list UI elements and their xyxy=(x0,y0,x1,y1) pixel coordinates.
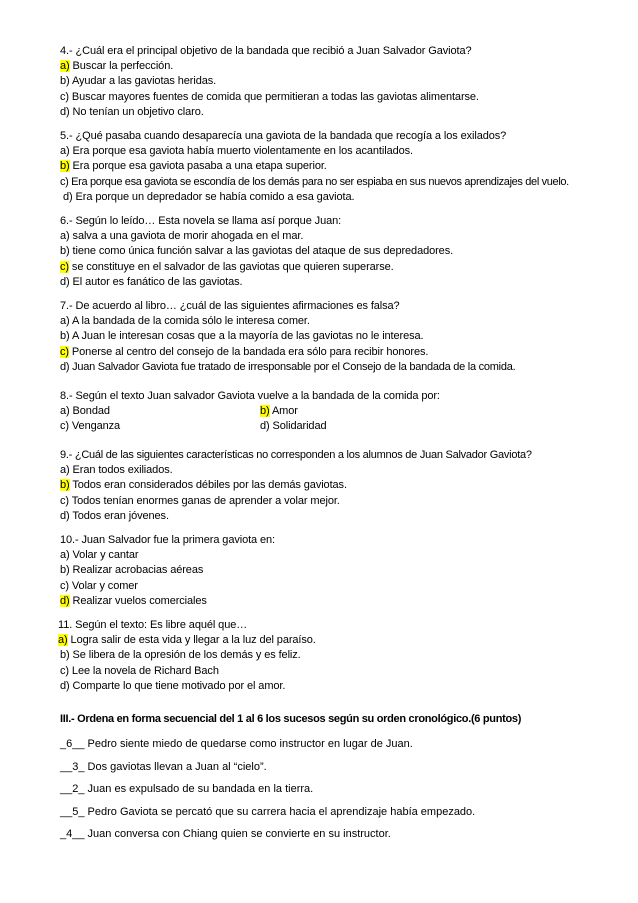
order-item: __3_ Dos gaviotas llevan a Juan al “cielo”. xyxy=(60,760,267,773)
order-item: __2_ Juan es expulsado de su bandada en la tierra. xyxy=(60,783,314,796)
q6-option-a: a) salva a una gaviota de morir ahogada en el mar. xyxy=(60,230,304,243)
selected-answer-marker: d) xyxy=(60,594,70,607)
q8-option-b: b) Amor xyxy=(260,405,298,418)
question-4 xyxy=(60,44,600,120)
order-blank: __5_ xyxy=(60,805,85,818)
question-6 xyxy=(60,214,600,290)
q10-option-c: c) Volar y comer xyxy=(60,579,138,592)
question-9-text: 9.- ¿Cuál de las siguientes características no corresponden a los alumnos de Juan Salvador Gaviota? xyxy=(60,449,532,461)
order-blank: __2_ xyxy=(60,783,85,796)
q7-option-b: b) A Juan le interesan cosas que a la mayoría de las gaviotas no le interesa. xyxy=(60,330,424,343)
selected-answer-marker: b) xyxy=(260,405,270,418)
q9-option-a: a) Eran todos exiliados. xyxy=(60,464,173,477)
q5-option-a: a) Era porque esa gaviota había muerto violentamente en los acantilados. xyxy=(60,145,413,158)
q10-option-d: d) Realizar vuelos comerciales xyxy=(60,594,207,607)
question-5 xyxy=(60,129,600,205)
order-item: __5_ Pedro Gaviota se percató que su carrera hacia el aprendizaje había empezado. xyxy=(60,805,476,818)
q5-option-d: d) Era porque un depredador se había comido a esa gaviota. xyxy=(63,190,355,203)
question-6-text: 6.- Según lo leído… Esta novela se llama así porque Juan: xyxy=(60,215,342,227)
q8-option-d: d) Solidaridad xyxy=(260,420,327,433)
question-9 xyxy=(60,448,600,524)
selected-answer-marker: a) xyxy=(60,60,70,73)
question-8-text: 8.- Según el texto Juan salvador Gaviota vuelve a la bandada de la comida por: xyxy=(60,390,440,402)
question-5-text: 5.- ¿Qué pasaba cuando desaparecía una gaviota de la bandada que recogía a los exilados? xyxy=(60,130,507,142)
q9-option-b: b) Todos eran considerados débiles por las demás gaviotas. xyxy=(60,479,347,492)
q11-option-b: b) Se libera de la opresión de los demás y es feliz. xyxy=(60,649,301,662)
question-7 xyxy=(60,299,600,375)
question-8 xyxy=(60,389,600,435)
q5-option-c: c) Era porque esa gaviota se escondía de los demás para no ser espiaba en sus nuevos aprendizajes del vuelo. xyxy=(60,175,569,188)
q10-option-a: a) Volar y cantar xyxy=(60,549,139,562)
question-4-text: 4.- ¿Cuál era el principal objetivo de la bandada que recibió a Juan Salvador Gaviota? xyxy=(60,45,472,57)
order-item: _4__ Juan conversa con Chiang quien se convierte en su instructor. xyxy=(60,828,391,841)
q7-option-d: d) Juan Salvador Gaviota fue tratado de irresponsable por el Consejo de la bandada de la comida. xyxy=(60,360,516,373)
q4-option-c: c) Buscar mayores fuentes de comida que permitieran a todas las gaviotas alimentarse. xyxy=(60,90,479,103)
selected-answer-marker: c) xyxy=(60,260,69,273)
q4-option-b: b) Ayudar a las gaviotas heridas. xyxy=(60,75,217,88)
selected-answer-marker: b) xyxy=(60,479,70,492)
q11-option-c: c) Lee la novela de Richard Bach xyxy=(60,664,219,677)
order-blank: _6__ xyxy=(60,738,85,751)
order-item: _6__ Pedro siente miedo de quedarse como instructor en lugar de Juan. xyxy=(60,738,413,751)
section-3-title: III.- Ordena en forma secuencial del 1 al 6 los sucesos según su orden cronológico.(6 puntos) xyxy=(60,713,522,725)
question-7-text: 7.- De acuerdo al libro… ¿cuál de las siguientes afirmaciones es falsa? xyxy=(60,300,400,312)
q7-option-c: c) Ponerse al centro del consejo de la bandada era sólo para recibir honores. xyxy=(60,345,429,358)
q4-option-a: a) Buscar la perfección. xyxy=(60,60,174,73)
selected-answer-marker: c) xyxy=(60,345,69,358)
order-blank: __3_ xyxy=(60,760,85,773)
q4-option-d: d) No tenían un objetivo claro. xyxy=(60,105,204,118)
q8-options-row-2 xyxy=(60,419,600,434)
q8-options-row-1 xyxy=(60,404,600,419)
q9-option-c: c) Todos tenían enormes ganas de aprender a volar mejor. xyxy=(60,494,340,507)
q7-option-a: a) A la bandada de la comida sólo le interesa comer. xyxy=(60,315,310,328)
q5-option-b: b) Era porque esa gaviota pasaba a una etapa superior. xyxy=(60,160,327,173)
question-11 xyxy=(58,618,598,694)
q8-option-c: c) Venganza xyxy=(60,420,121,433)
selected-answer-marker: b) xyxy=(60,160,70,173)
q6-option-c: c) se constituye en el salvador de las gaviotas que quieren superarse. xyxy=(60,260,394,273)
order-blank: _4__ xyxy=(60,828,85,841)
selected-answer-marker: a) xyxy=(58,634,68,647)
q11-option-a: a) Logra salir de esta vida y llegar a la luz del paraíso. xyxy=(58,634,316,647)
q6-option-b: b) tiene como única función salvar a las gaviotas del ataque de sus depredadores. xyxy=(60,245,454,258)
q11-option-d: d) Comparte lo que tiene motivado por el amor. xyxy=(60,679,286,692)
section-3 xyxy=(60,712,600,846)
q10-option-b: b) Realizar acrobacias aéreas xyxy=(60,564,204,577)
question-11-text: 11. Según el texto: Es libre aquél que… xyxy=(58,619,248,631)
question-10-text: 10.- Juan Salvador fue la primera gaviota en: xyxy=(60,534,276,546)
question-10 xyxy=(60,533,600,609)
q6-option-d: d) El autor es fanático de las gaviotas. xyxy=(60,275,243,288)
q9-option-d: d) Todos eran jóvenes. xyxy=(60,509,169,522)
q8-option-a: a) Bondad xyxy=(60,405,110,418)
